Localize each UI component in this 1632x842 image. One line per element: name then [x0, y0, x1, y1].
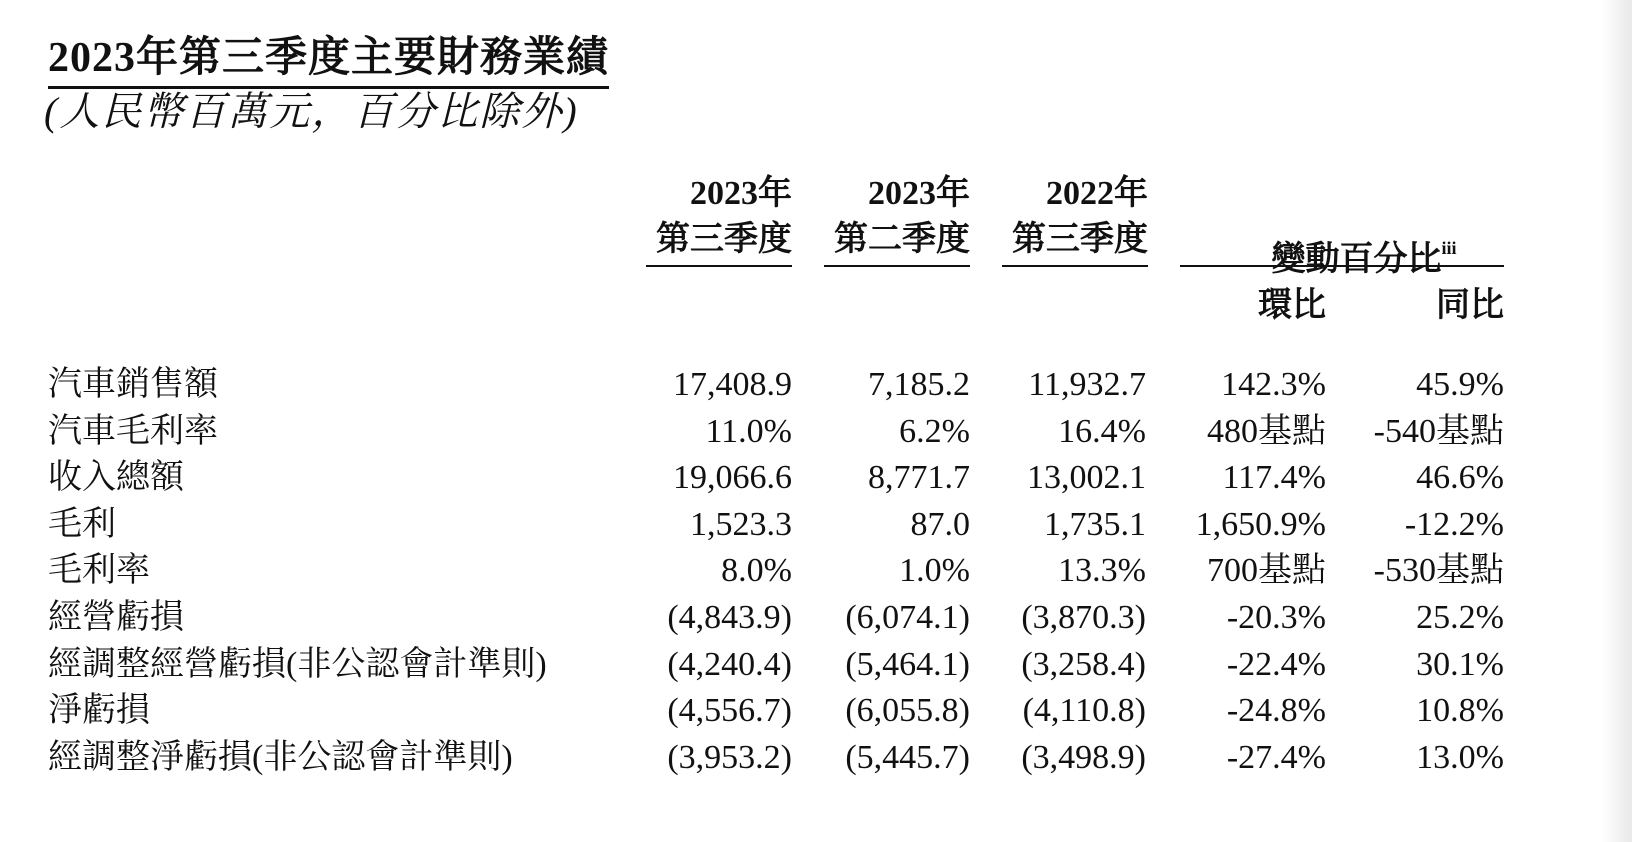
table-row: [0, 362, 1632, 409]
col-header-3-year: 2022年: [1046, 175, 1148, 212]
col-header-1-year: 2023年: [690, 175, 792, 212]
cell-qoq: -22.4%: [1226, 645, 1326, 683]
cell-2022q3: 13,002.1: [1027, 459, 1146, 497]
col-header-3-underline: [1002, 265, 1148, 267]
row-label: 毛利: [48, 505, 116, 543]
table-row: [0, 409, 1632, 456]
col-header-1-quarter: 第三季度: [656, 221, 792, 258]
cell-2023q2: (6,074.1): [845, 598, 970, 636]
cell-2022q3: 16.4%: [1058, 412, 1146, 450]
table-row: [0, 642, 1632, 689]
row-label: 經調整經營虧損(非公認會計準則): [48, 645, 547, 683]
cell-2022q3: (3,258.4): [1021, 645, 1146, 683]
cell-qoq: 1,650.9%: [1195, 505, 1326, 543]
col-header-2-quarter: 第二季度: [834, 221, 970, 258]
col-header-1-underline: [646, 265, 792, 267]
page-subtitle: (人民幣百萬元，百分比除外): [44, 89, 579, 134]
cell-yoy: -530基點: [1373, 552, 1504, 590]
row-label: 經營虧損: [48, 598, 184, 636]
cell-2023q3: (3,953.2): [667, 738, 792, 776]
cell-2023q2: 87.0: [910, 505, 970, 543]
qoq-header: 環比: [1258, 287, 1326, 324]
cell-2022q3: 13.3%: [1058, 552, 1146, 590]
cell-qoq: 480基點: [1207, 412, 1326, 450]
table-row: [0, 548, 1632, 595]
cell-2023q3: 17,408.9: [673, 366, 792, 403]
cell-2023q2: 6.2%: [899, 412, 970, 450]
col-header-2-year: 2023年: [868, 175, 970, 212]
cell-2022q3: (3,498.9): [1021, 738, 1146, 776]
cell-qoq: -24.8%: [1226, 692, 1326, 730]
cell-2022q3: 11,932.7: [1028, 366, 1146, 403]
cell-2022q3: (3,870.3): [1021, 598, 1146, 636]
cell-yoy: 46.6%: [1416, 459, 1504, 497]
cell-yoy: 13.0%: [1416, 738, 1504, 776]
table-row: [0, 735, 1632, 782]
cell-2023q2: 7,185.2: [868, 366, 970, 403]
row-label: 淨虧損: [48, 692, 150, 730]
cell-yoy: 25.2%: [1416, 598, 1504, 636]
cell-yoy: 30.1%: [1416, 645, 1504, 683]
col-header-2-underline: [824, 265, 970, 267]
cell-2022q3: 1,735.1: [1044, 505, 1146, 543]
table-row: [0, 455, 1632, 502]
cell-2023q3: 11.0%: [705, 412, 792, 450]
cell-2023q2: (5,445.7): [845, 738, 970, 776]
cell-qoq: -20.3%: [1226, 598, 1326, 636]
row-label: 汽車毛利率: [48, 412, 218, 450]
cell-2023q2: (6,055.8): [845, 692, 970, 730]
cell-yoy: 45.9%: [1416, 366, 1504, 403]
cell-qoq: 142.3%: [1221, 366, 1326, 403]
table-row: [0, 502, 1632, 549]
cell-2023q3: (4,556.7): [667, 692, 792, 730]
row-label: 經調整淨虧損(非公認會計準則): [48, 738, 513, 776]
page-title: 2023年第三季度主要財務業績: [48, 30, 609, 89]
cell-yoy: -540基點: [1373, 412, 1504, 450]
cell-yoy: -12.2%: [1404, 505, 1504, 543]
cell-2023q3: 1,523.3: [690, 505, 792, 543]
table-row: [0, 595, 1632, 642]
table-row: [0, 688, 1632, 735]
row-label: 汽車銷售額: [48, 366, 218, 403]
row-label: 毛利率: [48, 552, 150, 590]
change-header-underline: [1180, 265, 1504, 267]
yoy-header: 同比: [1436, 287, 1504, 324]
col-header-3-quarter: 第三季度: [1012, 221, 1148, 258]
cell-2023q3: 19,066.6: [673, 459, 792, 497]
cell-qoq: 700基點: [1207, 552, 1326, 590]
cell-2023q2: (5,464.1): [845, 645, 970, 683]
cell-qoq: 117.4%: [1222, 459, 1326, 497]
change-percent-label: 變動百分比: [1271, 241, 1442, 278]
financial-table-body: [0, 362, 1632, 781]
cell-yoy: 10.8%: [1416, 692, 1504, 730]
cell-qoq: -27.4%: [1226, 738, 1326, 776]
cell-2023q2: 1.0%: [899, 552, 970, 590]
cell-2023q3: (4,240.4): [667, 645, 792, 683]
change-percent-note: iii: [1441, 238, 1457, 258]
change-percent-header: [1228, 222, 1500, 286]
cell-2023q2: 8,771.7: [868, 459, 970, 497]
cell-2023q3: (4,843.9): [667, 598, 792, 636]
cell-2022q3: (4,110.8): [1022, 692, 1146, 730]
row-label: 收入總額: [48, 459, 184, 497]
cell-2023q3: 8.0%: [721, 552, 792, 590]
